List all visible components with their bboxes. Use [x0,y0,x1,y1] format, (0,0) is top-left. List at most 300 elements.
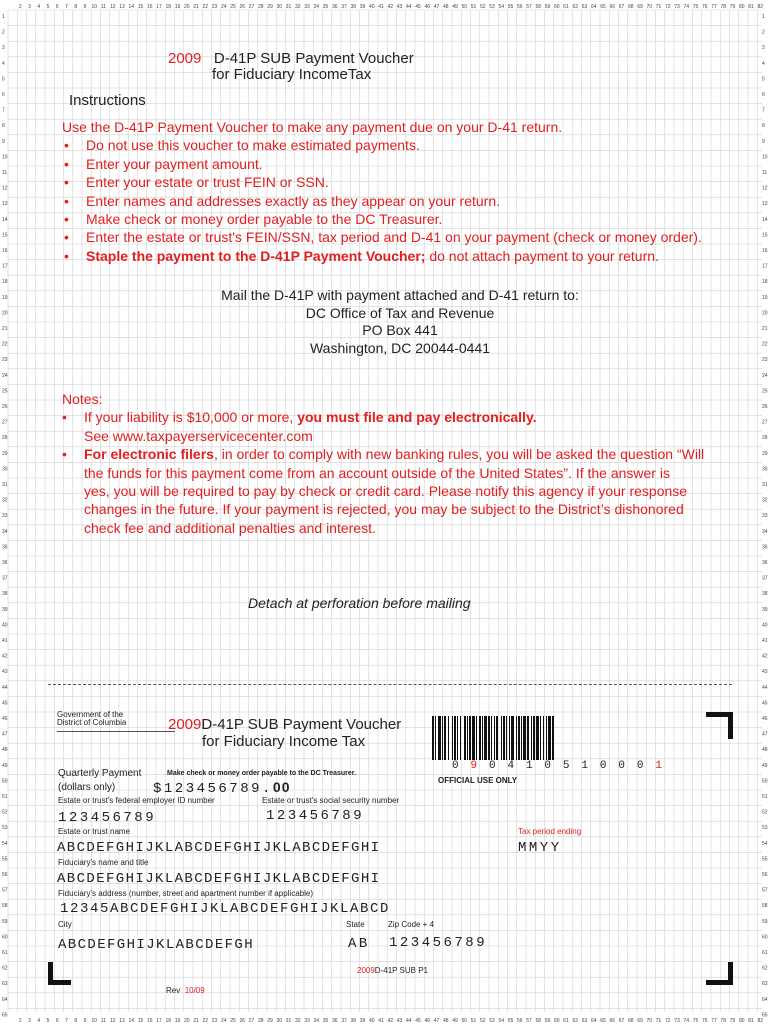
barcode-bar [511,716,514,760]
ruler-number: 31 [762,482,768,488]
ruler-number: 32 [294,4,301,10]
tax-period-field[interactable]: MMYY [518,840,562,856]
barcode-bar [444,716,446,760]
ruler-number: 8 [74,1018,78,1024]
ruler-number: 20 [183,1018,190,1024]
ruler-number: 56 [762,872,768,878]
ruler-number: 41 [762,638,768,644]
ruler-number: 26 [762,404,768,410]
ruler-number: 8 [74,4,78,10]
ruler-number: 12 [109,4,116,10]
ruler-number: 3 [28,1018,31,1024]
ruler-number: 58 [2,903,8,910]
ruler-number: 8 [2,123,5,130]
ruler-number: 45 [415,4,421,10]
ruler-number: 16 [762,248,768,254]
mailing-line: Washington, DC 20044-0441 [309,339,491,356]
footer-year: 2009 [357,966,375,975]
ruler-number: 66 [609,4,616,10]
ruler-number: 5 [46,4,50,10]
ruler-number: 48 [762,747,768,754]
ruler-number: 13 [2,201,8,208]
ruler-number: 25 [2,388,8,395]
barcode-bar [452,716,453,760]
ruler-number: 2 [762,29,765,36]
ruler-number: 4 [2,60,5,67]
ruler-number: 75 [692,4,699,10]
amount-field[interactable] [153,779,291,797]
ruler-number: 71 [655,1018,662,1024]
ruler-number: 36 [2,560,8,566]
ruler-number: 47 [433,4,440,10]
ruler-number: 35 [322,1018,329,1024]
city-label: City [58,920,72,929]
ruler-number: 49 [762,762,768,769]
ruler-number: 64 [762,996,768,1003]
note-text: If your liability is $10,000 or more, [84,409,298,426]
barcode-bar [464,716,466,760]
ruler-number: 21 [762,326,768,332]
ruler-number: 72 [664,1018,671,1024]
barcode-bar [496,716,498,760]
ruler-number: 18 [762,279,768,286]
ruler-number: 24 [220,4,227,10]
ruler-number: 31 [285,1018,292,1024]
ruler-number: 40 [368,4,375,10]
fiduciary-name-field[interactable]: ABCDEFGHIJKLABCDEFGHIJKLABCDEFGHI [57,871,381,887]
corner-mark-top-right [706,712,733,739]
perforation-line [48,684,732,685]
ruler-number: 72 [664,4,671,10]
ruler-number: 17 [156,4,162,10]
ruler-number: 18 [165,4,172,10]
form-subtitle: for Fiduciary IncomeTax [212,66,372,83]
ruler-number: 43 [396,4,403,10]
ruler-number: 11 [100,4,107,10]
ruler-number: 52 [479,4,486,10]
ruler-number: 51 [470,4,477,10]
ruler-number: 64 [590,4,597,10]
notes-heading: Notes: [62,391,103,407]
ruler-number: 1 [762,14,765,20]
ruler-number: 29 [267,1018,273,1024]
official-use-label: OFFICIAL USE ONLY [438,776,518,785]
ruler-number: 77 [711,4,717,10]
ruler-number: 52 [762,809,768,816]
barcode-digit: 1 [525,760,533,772]
ruler-number: 42 [387,4,394,10]
ruler-number: 14 [128,1018,135,1024]
barcode-bar [482,716,483,760]
ruler-number: 45 [415,1018,421,1024]
ruler-number: 55 [507,1018,514,1024]
form-title-line1: D-41P SUB Payment Voucher [213,50,414,67]
ruler-number: 31 [2,482,8,488]
ruler-number: 19 [174,4,181,10]
ruler-number: 55 [507,4,514,10]
note-item [62,445,762,537]
barcode-bar [432,716,434,760]
ruler-number: 62 [2,965,8,972]
ruler-number: 21 [193,1018,199,1024]
revision-date: 10/09 [184,986,205,995]
ruler-number: 45 [762,700,768,707]
ruler-number: 20 [183,4,190,10]
ruler-number: 22 [202,1018,209,1024]
ruler-number: 28 [257,4,264,10]
ruler-number: 50 [461,1018,468,1024]
estate-name-field[interactable]: ABCDEFGHIJKLABCDEFGHIJKLABCDEFGHI [57,840,381,856]
ruler-number: 21 [193,4,199,10]
ruler-number: 61 [563,1018,569,1024]
ruler-number: 5 [762,76,765,83]
ssn-label: Estate or trust's social security number [262,796,400,805]
ruler-number: 57 [2,887,8,894]
ruler-number: 54 [498,1018,505,1024]
ruler-number: 62 [572,4,579,10]
barcode-bar [548,716,551,760]
ruler-number: 76 [701,1018,708,1024]
ruler-number: 57 [526,4,532,10]
amount-value: $123456789. [153,781,273,797]
barcode-bar [448,716,449,760]
ruler-number: 44 [405,4,412,10]
ruler-number: 73 [674,4,680,10]
ruler-number: 65 [600,1018,606,1024]
ruler-number: 16 [2,248,8,254]
instructions-intro: Use the D-41P Payment Voucher to make any payment due on your D-41 return. [62,119,563,135]
ruler-number: 30 [276,4,283,10]
ruler-number: 11 [100,1018,107,1024]
ruler-number: 7 [65,1018,68,1024]
ruler-number: 42 [387,1018,394,1024]
ruler-number: 22 [202,4,209,10]
barcode-bar [536,716,539,760]
ruler-number: 2 [18,1018,22,1024]
ruler-number: 81 [748,4,754,10]
barcode-bar [472,716,475,760]
revision-label: Rev [166,986,181,995]
ruler-number: 78 [720,1018,727,1024]
ruler-number: 46 [424,4,431,10]
fein-label: Estate or trust's federal employer ID number [58,796,215,805]
ruler-number: 46 [424,1018,431,1024]
ruler-number: 12 [762,185,768,192]
ruler-number: 59 [544,1018,551,1024]
ruler-number: 59 [2,918,8,925]
ruler-number: 59 [544,4,551,10]
ruler-number: 47 [433,1018,440,1024]
barcode-bar [454,716,456,760]
ruler-number: 36 [762,560,768,566]
ruler-number: 44 [762,684,768,691]
ruler-number: 43 [762,669,768,676]
ruler-number: 19 [2,294,8,301]
ruler-number: 10 [91,1018,98,1024]
ruler-number: 32 [294,1018,301,1024]
ruler-number: 46 [2,716,8,722]
fiduciary-address-label: Fiduciary's address (number, street and apartment number if applicable) [58,889,313,898]
ruler-number: 65 [762,1012,768,1019]
fiduciary-address-field[interactable]: 12345ABCDEFGHIJKLABCDEFGHIJKLABCD [60,901,391,917]
payable-note: Make check or money order payable to the DC Treasurer. [167,770,357,777]
ruler-number: 13 [119,4,125,10]
ruler-number: 17 [2,263,8,270]
ruler-number: 25 [762,388,768,395]
ruler-number: 80 [738,1018,745,1024]
ruler-number: 47 [2,731,8,738]
ruler-number: 54 [498,4,505,10]
ruler-number: 17 [762,263,768,270]
ruler-number: 6 [55,4,59,10]
form-title [168,50,414,67]
ruler-number: 75 [692,1018,699,1024]
ruler-number: 19 [762,294,768,301]
government-label [57,711,126,727]
barcode-digit: 5 [562,760,570,772]
ruler-number: 70 [646,1018,653,1024]
ruler-number: 33 [762,513,768,520]
ruler-number: 9 [762,138,765,145]
ruler-number: 22 [762,341,768,348]
ruler-number: 28 [762,435,768,442]
ruler-number: 40 [368,1018,375,1024]
ruler-number: 28 [2,435,8,442]
ruler-number: 19 [174,1018,181,1024]
mailing-line: DC Office of Tax and Revenue [305,304,495,321]
fein-field[interactable]: 123456789 [58,810,157,826]
ruler-number: 36 [331,4,338,10]
note-text: the funds for this payment come from an account outside of the United States”. If the answer is [84,464,670,481]
ruler-number: 39 [359,4,366,10]
barcode-bar [469,716,471,760]
ruler-number: 68 [627,1018,634,1024]
ruler-number: 74 [683,4,690,10]
ruler-number: 48 [2,747,8,754]
tax-period-label: Tax period ending [518,827,582,836]
barcode-bar [484,716,487,760]
zip-field[interactable]: 123456789 [389,935,488,951]
ruler-number: 80 [738,4,745,10]
ruler-number: 12 [109,1018,116,1024]
ruler-number: 27 [248,1018,255,1024]
ruler-number: 61 [762,950,768,956]
barcode-bar [509,716,510,760]
ruler-number: 48 [442,1018,449,1024]
ruler-number: 6 [55,1018,59,1024]
amount-cents: 00 [272,779,291,795]
ruler-number: 14 [762,216,768,223]
ssn-field[interactable]: 123456789 [266,808,365,824]
barcode-bar [457,716,458,760]
revision [166,986,205,995]
voucher-subtitle: for Fiduciary Income Tax [202,733,366,750]
ruler-number: 11 [762,170,768,176]
ruler-number: 42 [762,653,768,660]
ruler-number: 26 [2,404,8,410]
barcode-bar [488,716,490,760]
ruler-number: 7 [762,107,765,114]
ruler-number: 74 [683,1018,690,1024]
ruler-number: 79 [729,1018,736,1024]
ruler-number: 44 [2,684,8,691]
ruler-number: 23 [2,357,8,364]
ruler-number: 34 [313,1018,320,1024]
ruler-number: 61 [563,4,569,10]
barcode-digit: 0 [636,760,644,772]
ruler-number: 23 [762,357,768,364]
ruler-number: 68 [627,4,634,10]
ruler-number: 39 [2,606,8,613]
ruler-number: 65 [2,1012,8,1019]
ruler-number: 42 [2,653,8,660]
ruler-number: 81 [748,1018,754,1024]
ruler-number: 57 [526,1018,532,1024]
ruler-number: 53 [762,825,768,832]
voucher-title-line1: D-41P SUB Payment Voucher [201,716,402,733]
ruler-number: 33 [304,1018,310,1024]
ruler-number: 41 [2,638,8,644]
ruler-number: 34 [2,528,8,535]
ruler-number: 4 [37,1018,41,1024]
instructions-item: • Enter your payment amount. [62,155,752,173]
barcode-bar [467,716,468,760]
ruler-number: 35 [322,4,329,10]
note-emphasis: For electronic filers [84,446,214,463]
barcode-bar [546,716,547,760]
ruler-number: 40 [2,622,8,629]
voucher-year: 2009 [168,716,202,733]
ruler-number: 50 [762,778,768,785]
ruler-number: 46 [762,716,768,722]
ruler-number: 64 [590,1018,597,1024]
barcode-digit: 9 [470,760,478,772]
ruler-number: 15 [762,232,768,239]
ruler-number: 37 [341,1018,347,1024]
ruler-number: 58 [535,4,542,10]
ruler-number: 27 [762,419,768,426]
ruler-number: 40 [762,622,768,629]
ruler-number: 76 [701,4,708,10]
ruler-number: 24 [2,372,8,379]
staple-instruction-rest: do not attach payment to your return. [425,247,659,264]
ruler-number: 60 [762,934,768,941]
ruler-number: 66 [609,1018,616,1024]
barcode-digit: 1 [581,760,588,772]
ruler-number: 48 [442,4,449,10]
detach-note: Detach at perforation before mailing [248,595,471,611]
ruler-number: 21 [2,326,8,332]
ruler-number: 7 [2,107,5,114]
note-link[interactable]: See www.taxpayerservicecenter.com [84,427,313,444]
ruler-number: 38 [350,4,357,10]
ruler-number: 79 [729,4,736,10]
ruler-number: 30 [2,466,8,473]
ruler-number: 50 [461,4,468,10]
ruler-number: 3 [762,45,765,52]
ruler-number: 55 [2,856,8,863]
notes-block [62,390,762,537]
barcode-digit: 1 [655,760,662,772]
ruler-number: 36 [331,1018,338,1024]
mailing-heading: Mail the D-41P with payment attached and D-41 return to: [221,287,579,303]
ruler-number: 51 [2,794,8,800]
barcode-bar [503,716,505,760]
barcode-bar [442,716,443,760]
note-emphasis: you must file and pay electronically. [297,409,537,426]
ruler-number: 71 [655,4,662,10]
ruler-number: 5 [2,76,5,83]
ruler-number: 5 [46,1018,50,1024]
ruler-number: 7 [65,4,68,10]
ruler-number: 37 [2,575,8,582]
ruler-number: 39 [762,606,768,613]
ruler-number: 6 [2,92,5,98]
ruler-number: 25 [230,4,236,10]
ruler-number: 23 [211,1018,218,1024]
ruler-number: 4 [37,4,41,10]
instructions-item: • Enter the estate or trust's FEIN/SSN, tax period and D-41 on your payment (check or money order). [62,228,752,246]
note-text: changes in the future. If your payment is rejected, you may be subject to the District’s dishonored [84,501,684,518]
ruler-number: 13 [762,201,768,208]
barcode-digit: 0 [599,760,607,772]
note-text: yes, you will be required to pay by check or credit card. Please notify this agency if your response [84,483,688,500]
ruler-number: 65 [600,4,606,10]
bullet: • [62,409,67,426]
ruler-number: 22 [2,341,8,348]
ruler-number: 56 [2,872,8,878]
ruler-number: 12 [2,185,8,192]
ruler-number: 11 [2,170,8,176]
ruler-number: 38 [762,591,768,598]
ruler-number: 27 [2,419,8,426]
ruler-number: 17 [156,1018,162,1024]
state-field[interactable]: AB [348,936,370,952]
ruler-number: 35 [762,544,768,551]
zip-label: Zip Code + 4 [388,920,435,929]
fiduciary-name-label: Fiduciary's name and title [58,858,149,867]
ruler-number: 15 [2,232,8,239]
ruler-number: 35 [2,544,8,551]
ruler-number: 56 [516,1018,523,1024]
ruler-number: 60 [553,4,560,10]
ruler-number: 31 [285,4,292,10]
barcode-bar [531,716,532,760]
barcode-bar [552,716,554,760]
ruler-number: 16 [146,4,153,10]
ruler-number: 23 [211,4,218,10]
quarterly-payment-label: Quarterly Payment [58,768,142,779]
ruler-number: 2 [2,29,5,36]
barcode-bar [460,716,461,760]
ruler-number: 82 [757,1018,764,1024]
staple-instruction-bold: Staple the payment to the D-41P Payment Voucher; [86,247,426,264]
form-year: 2009 [168,50,202,67]
ruler-number: 24 [220,1018,227,1024]
ruler-number: 77 [711,1018,717,1024]
ruler-number: 49 [452,4,458,10]
ruler-number: 25 [230,1018,236,1024]
ruler-number: 26 [239,1018,246,1024]
ruler-number: 54 [762,840,768,847]
ruler-number: 34 [313,4,320,10]
city-field[interactable]: ABCDEFGHIJKLABCDEFGH [58,937,255,953]
ruler-number: 55 [762,856,768,863]
ruler-number: 49 [452,1018,458,1024]
note-text: check fee and additional penalties and interest. [84,519,376,536]
ruler-number: 32 [2,497,8,504]
ruler-number: 58 [762,903,768,910]
